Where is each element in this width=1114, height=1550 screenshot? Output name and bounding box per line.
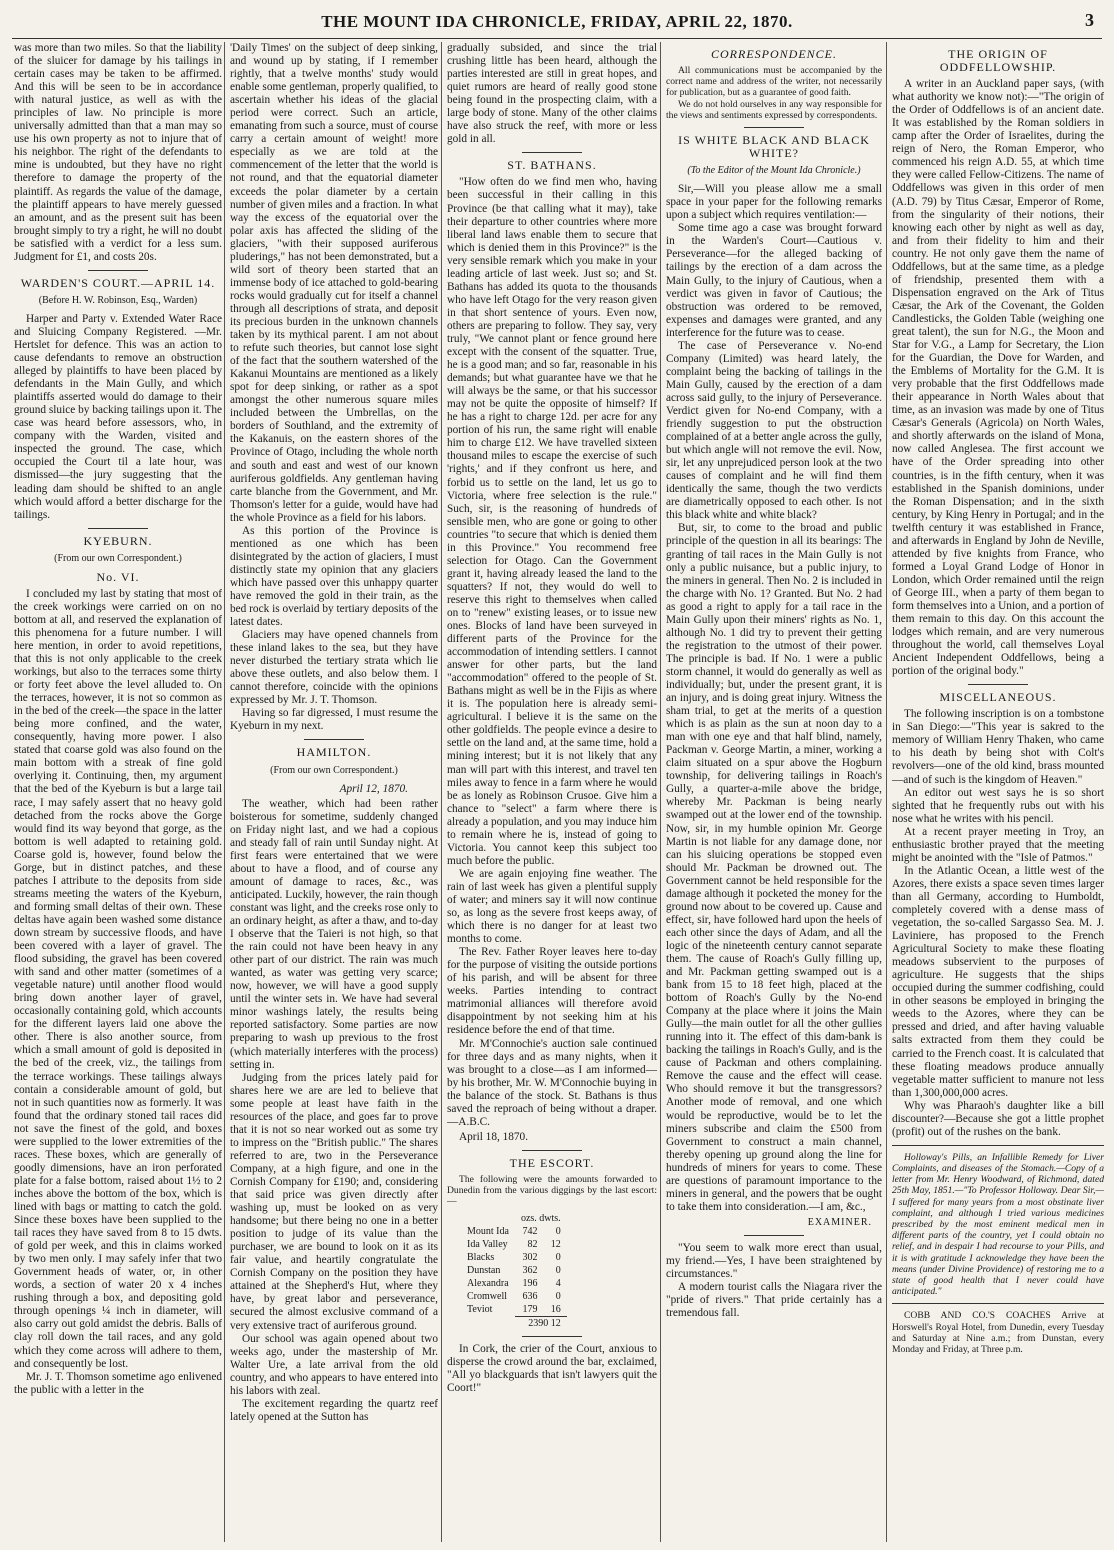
- escort-place: Dunstan: [467, 1264, 501, 1276]
- page-number: 3: [1085, 10, 1094, 30]
- article-paragraph: Our school was again opened about two weeks ago, under the mastership of Mr. Walter Ure, a late arrival from the old country, and who appears to have entered into his labors with zeal.: [230, 1332, 438, 1397]
- article-paragraph: The excitement regarding the quartz reef lately opened at the Sutton has: [230, 1397, 438, 1423]
- article-paragraph: Judging from the prices lately paid for shares here we are are led to believe that some people at least have faith in the resources of the place, and goes far to prove that it is not so near worked out as some try to impress on the "British public." The shares referred to are, two in the Perseverance Company, at a high figure, and one in the Cornish Company for £190; and, considering that said price was given directly after washing up, must be looked on as very handsome; but there being no one in a better position to judge of its value than the purchaser, we are bound to look on it as its fair value, and heartily congratulate the Cornish Company on the position they have attained at the Shepherd's Hut, where they have, by great labor and perseverance, secured the almost exclusive command of a very extensive tract of auriferous ground.: [230, 1071, 438, 1332]
- divider: [88, 528, 148, 529]
- escort-ozs: 82: [527, 1238, 538, 1250]
- column-4: [666, 42, 882, 1542]
- column-3: [447, 42, 657, 1542]
- letter-paragraph: But, sir, to come to the broad and public principle of the question in all its bearings: The granting of tail races in the Main Gully is not only a public nuisance, but a public injury, to the miners in general. Then No. 2 is included in the charge with No. 1? Granted. But No. 2 had as good a right to apply for a tail race in the Main Gully upon their miners' rights as No. 1, although No. 1 did try to prevent their getting the registration to the utmost of their power. The principle is bad. If No. 1 were a public storm channel, it would do generally as well as individually; but, under the present grant, it is an injury, and is doing great injury. Witness the sham trial, to get at the merits of a question which is as plain as the sun at noon day to a man with one eye and that half blind, namely, Packman v. George Martin, a miner, working a claim situated on a spur above the Hogburn township, for delivering tailings in Roach's Gully, a quarter-a-mile above the bridge, whereby Mr. Packman is being nearly swamped out at the lower end of the township. Now, sir, in my humble opinion Mr. George Martin is not liable for any damage done, nor can his sluicing operations be stopped even should Mr. Packman be drowned out. The Government cannot be held responsible for the damage although it pocketed the money for the ground now about to be covered up. Cause and effect, sir, have followed hard upon the heels of each other since the days of Adam, and all the logic of the nineteenth century cannot separate them. The cause of Roach's Gully filling up, and Mr. Packman getting swamped out is a bank from 15 to 18 feet high, placed at the bottom of Roach's Gully by the No-end Company at the place where it joins the Main Gully—the main outlet for all the other gullies running into it. The effect of this dam-bank is backing the tailings in Roach's Gully, and is the cause of Packman and others complaining. Remove the cause and the effect will cease. Who should remove it but the transgressors? Another mode of removal, and one which would be reproductive, would be to let the miners subscribe and claim the £500 from Government to construct a main channel, thereby opening up ground along the line for hundreds of miners for years to come. These are questions of paramount importance to the miners in general, and the powers that be ought to take them into consideration.—I am, &c.,: [666, 522, 882, 1213]
- escort-ozs: 362: [522, 1264, 538, 1276]
- article-paragraph: An editor out west says he is so short sighted that he frequently rubs out with his nose what he writes with his pencil.: [892, 786, 1104, 825]
- letter-paragraph: Sir,—Will you please allow me a small space in your paper for the following remarks upon a subject which requires ventilation:—: [666, 183, 882, 222]
- column-2: [230, 42, 438, 1542]
- article-paragraph: Mr. M'Connochie's auction sale continued for three days and as many nights, when it was brought to a close—as I am informed—by his brother, Mr. W. M'Connochie buying in the balance of the stock. St. Bathans is thus saved the reproach of being without a draper.—A.B.C.: [447, 1037, 657, 1128]
- escort-total-row: [461, 1316, 567, 1330]
- escort-place: Blacks: [467, 1251, 495, 1263]
- article-paragraph: The following inscription is on a tombstone in San Diego:—"This year is sakred to the memory of William Henry Thaken, who came to his death by being shot with Colt's revolvers—one of the old kind, brass mounted—and of such is the kingdom of Heaven.": [892, 708, 1104, 786]
- oddfellowship-heading: THE ORIGIN OF ODDFELLOWSHIP.: [939, 47, 1057, 75]
- correspondence-notice: We do not hold ourselves in any way responsible for the views and sentiments expressed by correspondents.: [666, 98, 882, 121]
- table-row: [461, 1290, 567, 1303]
- divider: [892, 1145, 1104, 1146]
- escort-dwts: 0: [555, 1251, 561, 1263]
- divider: [522, 152, 582, 153]
- wardens-court-subtitle: (Before H. W. Robinson, Esq., Warden): [38, 294, 198, 306]
- article-paragraph: The Rev. Father Royer leaves here to-day for the purpose of visiting the outside portions of his parish, and will be absent for three weeks. Parties intending to contract matrimonial alliances will therefore avoid disappointment by not seeking him at his residence before the end of that time.: [447, 946, 657, 1037]
- letter-signature: EXAMINER.: [807, 1216, 872, 1228]
- article-paragraph: gradually subsided, and since the trial crushing little has been heard, although the parties interested are still in great hopes, and quiet rumors are heard of really good stone being found in the prospecting claim, with a large body of stone. Many of the other claims have also struck the reef, with more or less gold in all.: [447, 42, 657, 146]
- article-paragraph: "How often do we find men who, having been successful in their calling in this Province (be that calling what it may), take their departure to other countries where more liberal land laws enable them to secure that which is denied them in this Province?" is the very sensible remark which you make in your leading article of last week. Just so; and St. Bathans has added its quota to the thousands who have left Otago for the very reason given in that short sentence of yours. Even now, others are preparing to follow. They say, very truly, "We cannot plant or fence ground here except with the consent of the squatter. True, he is a good man; and so far, reasonable in his demands; but what guarantee have we that he will always be the same, or that his successor may not be quite the opposite of himself? If he has a right to charge 12d. per acre for any portion of his run, the same right will enable him to charge £12. We have travelled sixteen thousand miles to escape the exercise of such 'rights,' and if they confront us here, and forbid us to settle on the land, let us go to Victoria, where free selection is the rule." Such, sir, is the reasoning of hundreds of sensible men, who are gone or going to other countries "to secure that which is denied them in this Province." You recommend free selection for Otago. Can the Government grant it, having already leased the land to the squatters? If not, they would do well to reserve this right to themselves when called on to "renew" existing leases, or to issue new ones. Blocks of land have been surveyed in different parts of the Province for the accommodation of intending settlers. I cannot answer for other parts, but the land "accommodation" offered to the people of St. Bathans might as well be in the Fijis as where it is. The population here is already semi-agricultural. I believe it is the same on the other goldfields. The people evince a desire to settle on the land and, at the same time, hold a mining interest; but it is not likely that any man will part with this interest, and travel ten miles away to fence in a farm where he would be as lonely as Robinson Crusoe. Give him a chance to "select" a farm where there is already a population, and you may induce him to remain where he is, instead of going to Victoria. You cannot keep this subject too much before the public.: [447, 176, 657, 867]
- article-paragraph: We are again enjoying fine weather. The rain of last week has given a plentiful supply of water; and miners say it will now continue so, as long as the severe frost keeps away, of which there is no danger for at least two months to come.: [447, 867, 657, 946]
- st-bathans-heading: ST. BATHANS.: [507, 158, 597, 173]
- escort-heading: THE ESCORT.: [509, 1155, 595, 1170]
- article-paragraph: The weather, which had been rather boisterous for sometime, suddenly changed on Friday night last, and we had a copious and steady fall of rain until Sunday night. At first fears were entertained that we were about to have a flood, and of course any amount of damage to races, &c., was anticipated. Luckily, however, the rain though constant was light, and the creeks rose only to an ordinary height, as after a thaw, and to-day I observe that the Taieri is not high, so that the rain could not have been heavy in any other part of our district. The rain was much wanted, as water was getting very scarce; now, however, we will have a good supply until the winter sets in. We have had several minor washings lately, the results being reported satisfactory. Some parties are now preparing to wash up previous to the frost (which materially interferes with the process) setting in.: [230, 797, 438, 1071]
- escort-dwts: 0: [555, 1290, 561, 1302]
- article-paragraph: A modern tourist calls the Niagara river the "pride of rivers." That pride certainly has a tremendous fall.: [666, 1281, 882, 1320]
- table-row: [461, 1251, 567, 1264]
- table-row: [461, 1303, 567, 1317]
- escort-dwts: 0: [555, 1264, 561, 1276]
- escort-dwts: 4: [555, 1277, 561, 1289]
- article-paragraph: "You seem to walk more erect than usual, my friend.—Yes, I have been straightened by circumstances.": [666, 1241, 882, 1281]
- divider: [88, 270, 148, 271]
- cobb-coaches-advertisement: COBB AND CO.'S COACHES Arrive at Horswell's Royal Hotel, from Dunedin, every Tuesday and Saturday at Nine a.m.; from Dunstan, every Monday and Friday, at Three p.m.: [892, 1310, 1104, 1356]
- hamilton-date: April 12, 1870.: [339, 782, 408, 795]
- article-paragraph: Why was Pharaoh's daughter like a bill discounter?—Because she got a little prophet (profit) out of the rushes on the bank.: [892, 1099, 1104, 1138]
- column-separator: [224, 42, 225, 1542]
- article-paragraph: In the Atlantic Ocean, a little west of the Azores, there exists a space seven times larger than all Germany, according to Humboldt, completely covered with a dense mass of vegetation, the so-called Sargasso Sea. M. J. Laviniere, has proposed to the French Agricultural Society to make these floating meadows subservient to the purposes of agriculture. He suggests that the ships occupied during the summer codfishing, could in other seasons be employed in bringing the weeds to the Azores, where they can be pressed and dried, and after having valuable salts extracted from them they could be carried to the French coast. It is calculated that these floating meadows produce annually vegetable matter sufficient to manure not less than 1,300,000,000 acres.: [892, 864, 1104, 1099]
- correspondence-notice: All communications must be accompanied by the correct name and address of the writer, not necessarily for publication, but as a guarantee of good faith.: [666, 65, 882, 99]
- kyeburn-subtitle: (From our own Correspondent.): [54, 552, 182, 564]
- article-paragraph: A writer in an Auckland paper says, (with what authority we know not):—"The origin of the Order of Oddfellows is of an ancient date. It was established by the Roman soldiers in camp after the Order of Israelites, during the reign of Nero, the Roman Emperor, who commenced his reign A.D. 55, at which time they were called Fellow-Citizens. The name of Oddfellows was given in this order of men (A.D. 79) by Titus Cæsar, Emperor of Rome, from the singularity of their notions, their knowing each other by night as well as day, and from their fidelity to him and their country. He not only gave them the name of Oddfellows, but at the same time, as a pledge of friendship, presented them with a Dispensation engraved on the Ark of Titus Cæsar, the Ark of the Covenant, the Golden Candlesticks, the Golden Table (weighing one great talent), the sun for N.G., the Moon and Star for V.G., a Lamp for Secretary, the Lion for the Guardian, the Dove for Warden, and the Emblems of Mortality for the G.M. It is very probable that the first Oddfellows made their appearance in North Wales about that time, as an invasion was made by one of Titus Cæsar's Generals (Agricola) on North Wales, and shortly afterwards on the island of Mona, now called Anglesea. The first account we have of the Order spreading into other countries, is in the fifth century, when it was established in the Spanish dominions, under the Roman Dispensation; and in the sixth century, by King Henry in Portugal; and in the twelfth century it was established in France, and afterwards in England by John de Neville, attended by five knights from France, who formed a Loyal Grand Lodge of Honor in London, which Order remained until the reign of George III., when a party of them began to form themselves into a Union, and a portion of them remain to this day. On this account the lodges which remain, and are very numerous throughout the world, call themselves Loyal Ancient Independent Oddfellows, being a portion of the original body.": [892, 78, 1104, 678]
- divider: [522, 1336, 582, 1337]
- escort-units: ozs. dwts.: [520, 1212, 561, 1224]
- article-paragraph: As this portion of the Province is mentioned as one which has been disintegrated by the action of glaciers, I must distinctly state my opinion that any glaciers which have passed over this unhappy quarter have removed the gold in their train, as the bed rock is overlaid by tertiary deposits of the latest dates.: [230, 524, 438, 629]
- divider: [522, 1150, 582, 1151]
- article-paragraph: Harper and Party v. Extended Water Race and Sluicing Company Registered. —Mr. Hertslet for defence. This was an action to cause defendants to remove an obstruction alleged by plaintiffs to have been placed by defendants in the Main Gully, and which plaintiffs asserted would do damage to their ground sluice by backing tailings upon it. The case was heard before assessors, who, in company with the Warden, visited and inspected the ground. The case, which occupied the Court til a late hour, was dismissed—the jury suggesting that the leading dam should be shifted to an angle which would afford a better discharge for the tailings.: [14, 312, 222, 521]
- letter-paragraph: Some time ago a case was brought forward in the Warden's Court—Cautious v. Perseverance—for the alleged backing of tailings by the erection of a dam across the Main Gully, to the injury of Cautious, when a verdict was given in favor of Cautious; the obstruction was ordered to be removed, expenses and damages were granted, and any interference for the future was to cease.: [666, 222, 882, 339]
- kyeburn-heading: KYEBURN.: [83, 533, 153, 548]
- escort-total: 2390 12: [515, 1316, 567, 1330]
- escort-ozs: 302: [522, 1251, 538, 1263]
- article-paragraph: Having so far digressed, I must resume the Kyeburn in my next.: [230, 707, 438, 733]
- column-separator: [886, 42, 887, 1542]
- escort-ozs: 196: [522, 1277, 538, 1289]
- divider: [304, 739, 364, 740]
- masthead-rule: [12, 38, 1102, 39]
- st-bathans-date: April 18, 1870.: [459, 1130, 529, 1143]
- column-1: [14, 42, 222, 1542]
- divider: [744, 1235, 804, 1236]
- divider: [892, 1303, 1104, 1304]
- newspaper-title: THE MOUNT IDA CHRONICLE, FRIDAY, APRIL 22, 1870.: [321, 12, 793, 31]
- masthead: [0, 0, 1114, 40]
- article-paragraph: I concluded my last by stating that most of the creek workings were carried on on no bottom at all, and reserved the explanation of this phenomena for a future number. I will here mention, in order to avoid repetitions, that this is not only applicable to the creek workings, but also to the terraces some thirty or forty feet above the level alluded to. On the terraces, however, it is not so common as in the bed of the creek—the space in the latter being more confined, and the water, consequently, having more power. I also stated that coarse gold was also found on the main bottom with a streak of fine gold overlying it. Continuing, then, my argument that the bed of the Kyeburn is but a large tail race, I may safely assert that no heavy gold detached from the rocks above the Gorge would find its way beyond that gorge, as the bottom is well adapted to retaining gold. Coarse gold is, however, found below the Gorge, but in distinct patches, and these patches I attribute to the deposits from side streams meeting the waters of the Kyeburn, and forming small deltas of their own. These deltas have again been washed some distance down stream by successive floods, and have been covered with a layer of gravel. The flood subsiding, the gravel has been covered with sand and other matter (sometimes of a vegetable nature) until another flood would bring down another layer of gravel, occasionally containing gold, which accounts for the different layers laid one above the other. There is also another source, from which a small amount of gold is deposited in the bed of the creek, viz., the tailings from the terrace workings. These tailings always contain a considerable amount of gold, but not in such quantities now as formerly. It was found that the ordinary stoned tail races did not save the finest of the gold, and boxes were supplied to the lower extremities of the races. These boxes, which are generally of goodly dimensions, have an iron perforated plate for a false bottom, raised about 1½ to 2 inches above the bottom of the box, which is lined with bags or matting to catch the gold. Since these boxes have been supplied to the tail races they have saved from 8 to 15 dwts. of gold per week, and this in claims worked by two men only. I may safely infer that two Government heads of water, or, in other words, a section of water 20 x 4 inches rushing through a box, and depositing gold through openings ¼ inch in diameter, will also carry out gold amidst the debris. Balls of clay roll down the tail races, and any gold which they come across will adhere to them, and consequently be lost.: [14, 587, 222, 1370]
- escort-dwts: 16: [550, 1303, 561, 1315]
- escort-ozs: 742: [522, 1225, 538, 1237]
- article-paragraph: At a recent prayer meeting in Troy, an enthusiastic brother prayed that the meeting might be anointed with the "Isle of Patmos.": [892, 825, 1104, 864]
- escort-ozs: 636: [522, 1290, 538, 1302]
- table-row: [461, 1238, 567, 1251]
- table-row: [461, 1225, 567, 1238]
- letter-addressee: (To the Editor of the Mount Ida Chronicle.): [687, 165, 861, 177]
- correspondence-heading: CORRESPONDENCE.: [711, 47, 837, 61]
- escort-dwts: 0: [555, 1225, 561, 1237]
- miscellaneous-heading: MISCELLANEOUS.: [939, 690, 1057, 705]
- column-separator: [441, 42, 442, 1542]
- escort-place: Alexandra: [467, 1277, 509, 1289]
- letter-paragraph: The case of Perseverance v. No-end Company (Limited) was heard lately, the complaint being the backing of tailings in the Main Gully, caused by the erection of a dam across said gully, to the injury of Perseverance. Verdict given for No-end Company, with a friendly suggestion to put the obstruction complained of at a better angle across the gully, but which angle will not remove the evil. Now, sir, let any unprejudiced person look at the two causes of complaint and he will find them identically the same, though the two verdicts are diametrically opposed to each other. Is not this black white and white black?: [666, 339, 882, 522]
- divider: [968, 684, 1028, 685]
- hamilton-subtitle: (From our own Correspondent.): [270, 764, 398, 776]
- holloway-advertisement: Holloway's Pills, an Infallible Remedy for Liver Complaints, and diseases of the Stomach.—Copy of a letter from Mr. Henry Woodward, of Richmond, dated 25th May, 1851.—"To Professor Holloway. Dear Sir,—I suffered for many years from a most obstinate liver complaint, and although I tried various medicines prescribed by the most eminent medical men in different parts of the country, yet I could obtain no relief, and in despair I had recourse to your Pills, and it is with gratitude I acknowledge they have been the means (under Divine Providence) of restoring me to a state of good health that I never could have anticipated.": [892, 1151, 1104, 1298]
- hamilton-heading: HAMILTON.: [296, 745, 372, 760]
- escort-table: [461, 1212, 567, 1330]
- escort-place: Mount Ida: [467, 1225, 509, 1237]
- article-paragraph: was more than two miles. So that the liability of the sluicer for damage by his tailings in certain cases may be taken to be affirmed. And this will be seen to be in accordance with natural justice, as well as with the principles of law. No principle is more universally admitted than that a man may so use his own property as not to injure that of his neighbor. The right of the defendants to mine is undoubted, but they have no right therefore to damage the property of the plaintiff. As regards the value of the damage, the plaintiff appears to have merely guessed an amount, and as the present suit has been brought simply to try a right, he will no doubt be satisfied with a verdict for a less sum. Judgment for £1, and costs 20s.: [14, 42, 222, 263]
- table-row: [461, 1277, 567, 1290]
- wardens-court-heading: WARDEN'S COURT.—APRIL 14.: [20, 275, 216, 290]
- escort-intro: The following were the amounts forwarded to Dunedin from the various diggings by the last escort:—: [447, 1173, 657, 1208]
- article-paragraph: Glaciers may have opened channels from these inland lakes to the sea, but they have never disturbed the tertiary strata which lie above these outlets, and also below them. I cannot therefore, coincide with the opinions expressed by Mr. J. T. Thomson.: [230, 629, 438, 707]
- escort-ozs: 179: [522, 1303, 538, 1315]
- table-row: [461, 1264, 567, 1277]
- article-paragraph: In Cork, the crier of the Court, anxious to disperse the crowd around the bar, exclaimed, "All yo blackguards that isn't lawyers quit the Coort!": [447, 1342, 657, 1395]
- escort-dwts: 12: [550, 1238, 561, 1250]
- column-separator: [660, 42, 661, 1542]
- kyeburn-number: No. VI.: [96, 569, 140, 584]
- escort-place: Ida Valley: [467, 1238, 508, 1250]
- escort-table-header: [461, 1212, 567, 1225]
- divider: [744, 127, 804, 128]
- article-paragraph: Mr. J. T. Thomson sometime ago enlivened the public with a letter in the: [14, 1370, 222, 1396]
- escort-place: Teviot: [467, 1304, 493, 1316]
- letter-heading: IS WHITE BLACK AND BLACK WHITE?: [678, 133, 870, 161]
- escort-place: Cromwell: [467, 1290, 507, 1302]
- article-paragraph: 'Daily Times' on the subject of deep sinking, and wound up by stating, if I remember rightly, that a twelve months' study would enable some gentleman, properly qualified, to ascertain whether his ideas of the glacial period were correct. Such an article, emanating from such a source, must of course carry a certain amount of weight! more especially as we are told at the commencement of the letter that the world is not round, and that the equatorial diameter exceeds the polar diameter by a certain number of given miles and a fraction. In what way the excess of the equatorial over the polar axis has affected the sliding of the glaciers, "with their supposed auriferous pluderings," has not been demonstrated, but a wild sort of theory been started that an immense body of ice attached to gold-bearing rocks would gradually cut for itself a channel through all descriptions of strata, and deposit its precious burden in the unknown channels taken by its mythical parent. I am not about to refute such theories, but cannot lose sight of the fact that the southern watershed of the Kakanui Mountains are mentioned as a likely spot for deep sinking, or rather as a spot amongst the other numerous square miles included between the Umbrellas, on the borders of Southland, and the extremity of the Kakanuis, on the eastern shores of the Province of Otago, including the whole north and south and east and west of our known auriferous goldfields. Any gentleman having carte blanche from the Government, and Mr. Thomson's letter for a guide, would have had the whole Province as a field for his labors.: [230, 42, 438, 524]
- column-5: [892, 42, 1104, 1542]
